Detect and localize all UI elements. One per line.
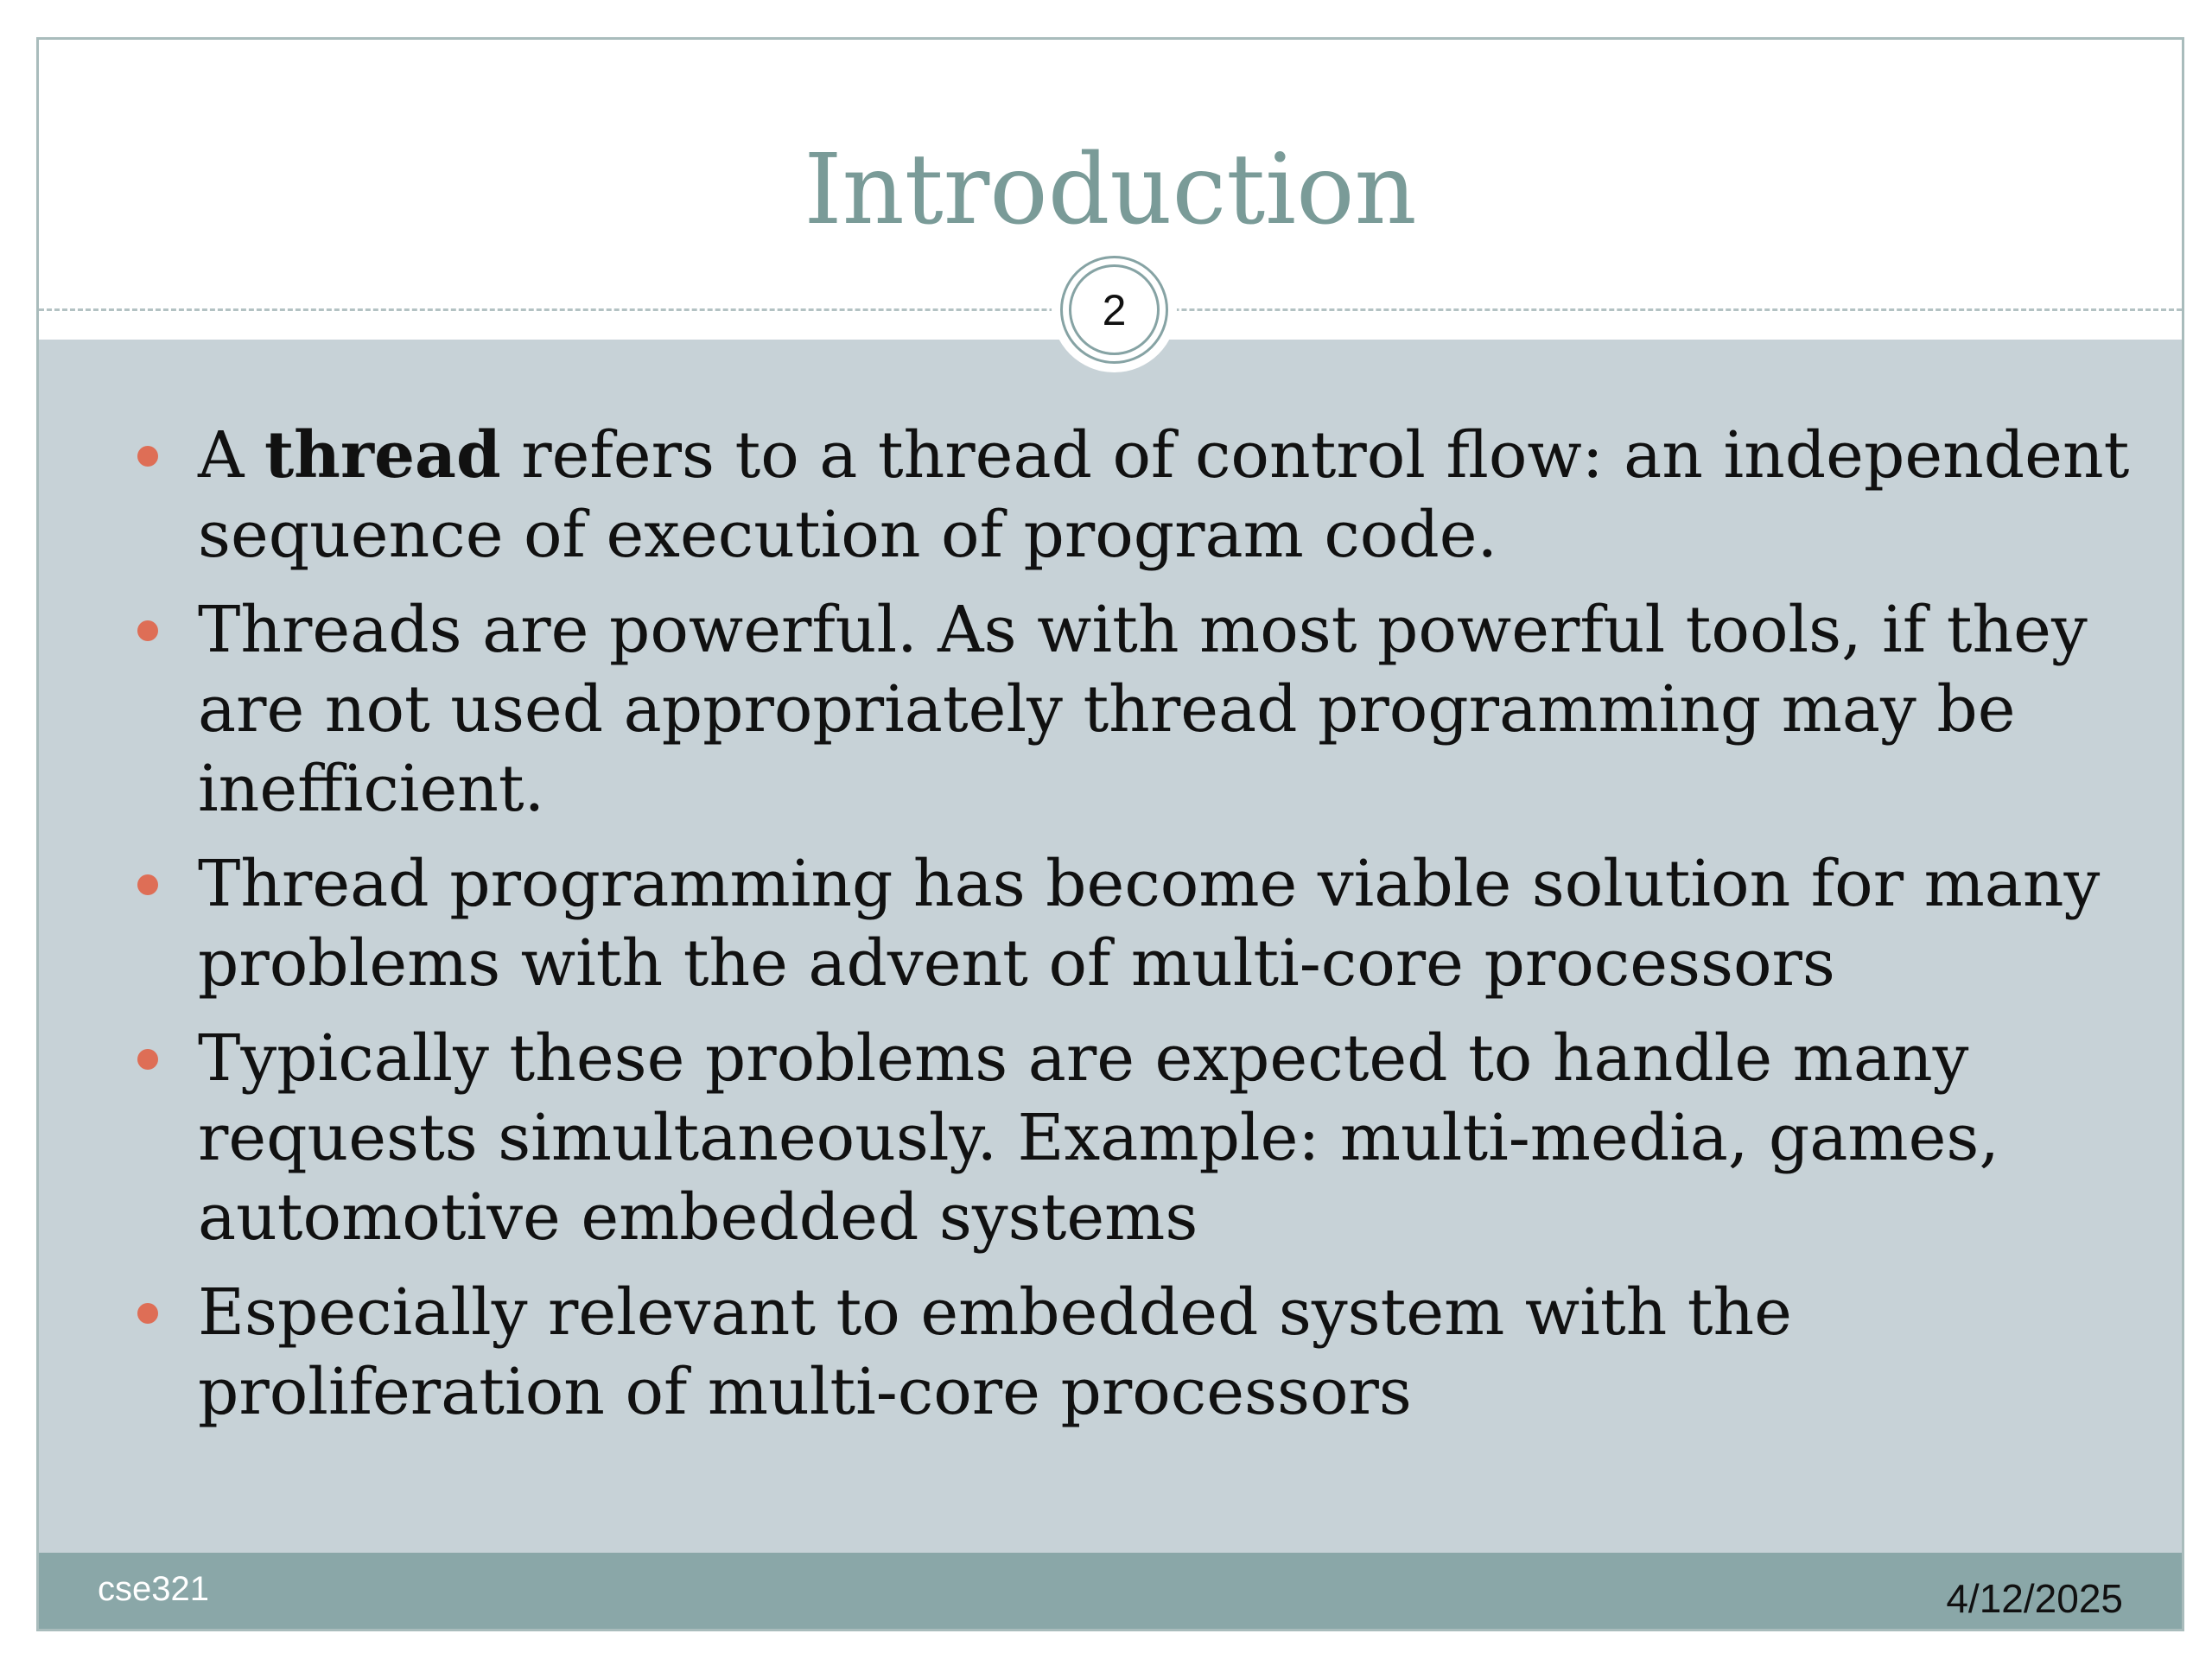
bullet-text: Typically these problems are expected to handle many requests simultaneously. Example: multi-media, games, automotive embedded systems bbox=[198, 1021, 1999, 1255]
page-number: 2 bbox=[1069, 264, 1160, 355]
bullet-text: Thread programming has become viable solution for many problems with the advent of multi-core processors bbox=[198, 847, 2101, 1001]
bullet-dot-icon bbox=[137, 1303, 158, 1324]
slide bbox=[36, 37, 2184, 1631]
bullet-dot-icon bbox=[137, 620, 158, 641]
course-label: cse321 bbox=[98, 1570, 209, 1608]
bullet-text: Threads are powerful. As with most powerful tools, if they are not used appropriately thread programming may be inefficient. bbox=[198, 593, 2088, 826]
page-number-badge bbox=[1052, 247, 1177, 372]
bullet-dot-icon bbox=[137, 874, 158, 895]
bullet-prefix: A bbox=[198, 418, 264, 493]
bullet-item bbox=[108, 844, 2164, 1003]
bullet-item bbox=[108, 590, 2164, 829]
bullet-dot-icon bbox=[137, 446, 158, 467]
bullet-dot-icon bbox=[137, 1049, 158, 1070]
slide-footer bbox=[39, 1553, 2182, 1629]
slide-date: 4/12/2025 bbox=[1946, 1576, 2123, 1621]
bullet-bold-term: thread bbox=[264, 418, 501, 493]
bullet-list bbox=[108, 416, 2164, 1447]
bullet-item bbox=[108, 1019, 2164, 1257]
bullet-text: refers to a thread of control flow: an independent sequence of execution of program code. bbox=[198, 418, 2130, 572]
slide-title: Introduction bbox=[804, 134, 1417, 246]
bullet-item bbox=[108, 1273, 2164, 1432]
bullet-text: Especially relevant to embedded system with the proliferation of multi-core processors bbox=[198, 1275, 1792, 1429]
bullet-item bbox=[108, 416, 2164, 575]
